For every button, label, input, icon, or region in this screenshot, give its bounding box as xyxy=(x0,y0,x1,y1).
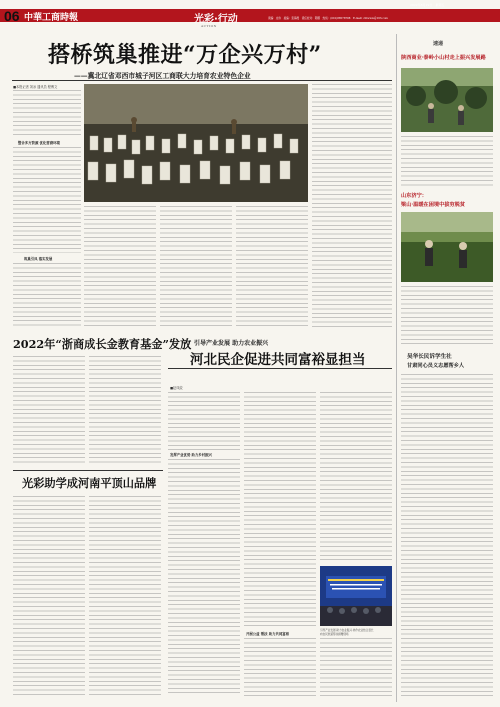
hebei-body-col1-b xyxy=(168,459,240,696)
sidebar-third-headline: 吴华长民诉学生社 xyxy=(407,354,452,360)
event-photo xyxy=(320,566,392,626)
event-caption-2: 向农民致富帮扶捐赠现场 xyxy=(320,633,349,636)
lead-body-col5 xyxy=(312,84,392,328)
sidebar-third-sub: 甘肃同心员义志愿帮乡人 xyxy=(407,363,465,369)
sidebar-photo-2 xyxy=(401,212,493,282)
headline-rule xyxy=(12,80,392,81)
middle-section-head-1: 发挥产业优势 助力乡村振兴 xyxy=(170,453,212,457)
date-line: 2022年8月19日 星期五 xyxy=(410,3,445,7)
lead-body-col1-c xyxy=(13,263,81,329)
hebei-body-col2 xyxy=(244,392,316,628)
sidebar xyxy=(396,34,497,702)
editor-line: 责编：庄伟 美编：张海晨 责任校对：陈娜 热线：(010)88578788 E-mail: cbtwww@163.com xyxy=(268,17,388,20)
quote-line-2: 河北民企促进共同富裕显担当 xyxy=(190,352,366,368)
lead-subheadline: ——冀北辽省邓西市城子河区工商联大力培育农业特色企业 xyxy=(74,72,251,80)
guangcai-headline: 光彩助学成河南平顶山品牌 xyxy=(22,476,157,490)
event-caption-1: 引导产业发展·助力农业振兴·协作农业结合县长 xyxy=(320,629,374,632)
zhejiang-headline: 2022年“浙商成长金教育基金”发放 xyxy=(13,337,192,351)
lead-byline: ■本报记者 刘冰 通讯员 程博文 xyxy=(13,85,58,89)
sidebar-second-headline: 山东济宁： xyxy=(401,193,427,199)
quote-line-1: 引导产业发展 助力农业振兴 xyxy=(194,340,269,347)
quote-box xyxy=(168,334,392,382)
hebei-byline: ■赵凤姣 xyxy=(170,386,183,390)
middle-section-head-2: 开展公益 帮扶 助力共同富裕 xyxy=(246,632,290,636)
lead-photo xyxy=(84,84,308,202)
guangcai-rule xyxy=(13,470,163,471)
sidebar-second-sub: 梁山·温暖在困境中拔穷脱贫 xyxy=(401,202,466,208)
sidebar-top-headline: 陕西商业·泰岭小山村走上振兴发展路 xyxy=(401,55,486,61)
sidebar-photo-1 xyxy=(401,68,493,132)
lead-body-col2 xyxy=(84,206,156,328)
masthead xyxy=(0,0,500,30)
page-number: 06 xyxy=(4,8,20,24)
lead-body-col1-a xyxy=(13,90,81,138)
lead-section-head-1: 整合多方资源 优化营商环境 xyxy=(18,141,60,145)
lead-body-col1-b xyxy=(13,147,81,253)
sidebar-body-1 xyxy=(401,136,493,186)
column-subtitle: ACTION xyxy=(201,24,217,28)
paper-name: 中華工商時報 xyxy=(24,13,79,23)
sidebar-body-3 xyxy=(401,374,493,698)
hebei-body-col3-b xyxy=(320,638,392,696)
hebei-body-col3-a xyxy=(320,392,392,560)
quote-rule xyxy=(168,368,392,369)
lead-body-col4 xyxy=(236,206,308,328)
lead-section-head-2: 筑巢引凤 落实发展 xyxy=(24,257,53,261)
hebei-body-col2-b xyxy=(244,638,316,696)
sidebar-top-label: 速递 xyxy=(433,41,444,47)
lead-body-col3 xyxy=(160,206,232,328)
lead-headline: 搭桥筑巢推进“万企兴万村” xyxy=(48,42,322,68)
sidebar-body-2 xyxy=(401,286,493,346)
hebei-body-col1-a xyxy=(168,392,240,450)
zhejiang-body-col1 xyxy=(13,356,85,466)
zhejiang-body-col2 xyxy=(89,356,161,466)
guangcai-body-col1 xyxy=(13,496,85,696)
column-title: 光彩·行动 xyxy=(194,14,238,25)
guangcai-body-col2 xyxy=(89,496,161,696)
